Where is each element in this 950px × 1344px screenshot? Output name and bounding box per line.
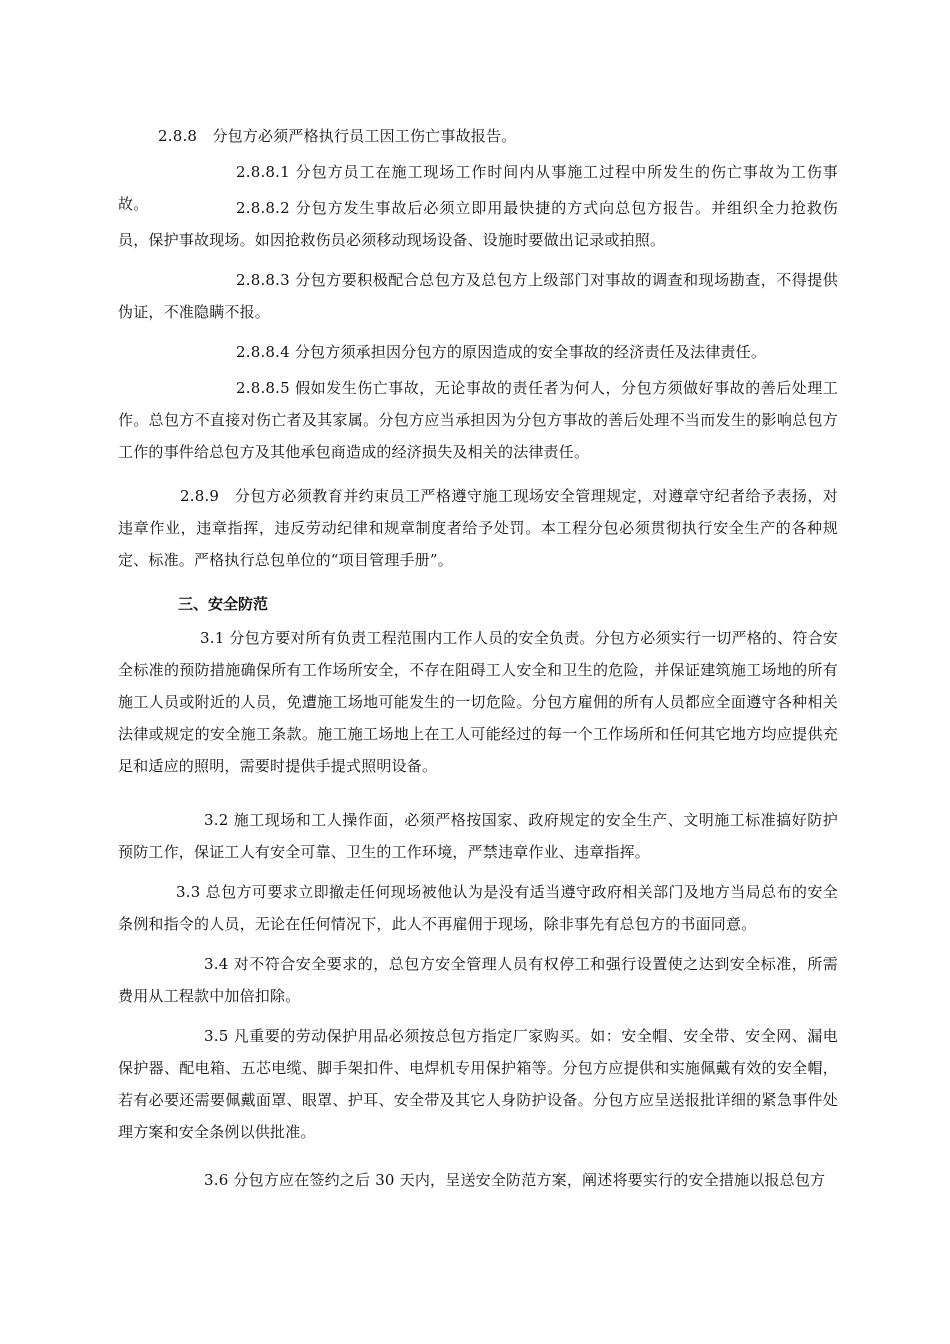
paragraph-3-4: 3.4 对不符合安全要求的，总包方安全管理人员有权停工和强行设置使之达到安全标准，所需费用从工程款中加倍扣除。 bbox=[118, 955, 838, 1005]
paragraph-2-8-8-1: 2.8.8.1 分包方员工在施工现场工作时间内从事施工过程中所发生的伤亡事故为工伤事故。 bbox=[118, 163, 838, 213]
section-heading-safety-prevention: 三、安全防范 bbox=[178, 595, 269, 613]
paragraph-2-8-8-5: 2.8.8.5 假如发生伤亡事故，无论事故的责任者为何人，分包方须做好事故的善后处理工作。总包方不直接对伤亡者及其家属。分包方应当承担因为分包方事故的善后处理不当而发生的影响总包方工作的事件给总包方及其他承包商造成的经济损失及相关的法律责任。 bbox=[118, 379, 838, 461]
paragraph-3-5: 3.5 凡重要的劳动保护用品必须按总包方指定厂家购买。如：安全帽、安全带、安全网、漏电保护器、配电箱、五芯电缆、脚手架扣件、电焊机专用保护箱等。分包方应提供和实施佩戴有效的安全帽，若有必要还需要佩戴面罩、眼罩、护耳、安全带及其它人身防护设备。分包方应呈送报批详细的紧急事件处理方案和安全条例以供批准。 bbox=[118, 1027, 838, 1141]
paragraph-2-8-8-4: 2.8.8.4 分包方须承担因分包方的原因造成的安全事故的经济责任及法律责任。 bbox=[236, 343, 767, 361]
paragraph-3-2: 3.2 施工现场和工人操作面，必须严格按国家、政府规定的安全生产、文明施工标准搞好防护预防工作，保证工人有安全可靠、卫生的工作环境，严禁违章作业、违章指挥。 bbox=[118, 811, 838, 861]
paragraph-3-1: 3.1 分包方要对所有负责工程范围内工作人员的安全负责。分包方必须实行一切严格的、符合安全标准的预防措施确保所有工作场所安全，不存在阻碍工人安全和卫生的危险，并保证建筑施工场地的所有施工人员或附近的人员，免遭施工场地可能发生的一切危险。分包方雇佣的所有人员都应全面遵守各种相关法律或规定的安全施工条款。施工施工场地上在工人可能经过的每一个工作场所和任何其它地方均应提供充足和适应的照明，需要时提供手提式照明设备。 bbox=[118, 629, 838, 775]
paragraph-3-3: 3.3 总包方可要求立即撤走任何现场被他认为是没有适当遵守政府相关部门及地方当局总布的安全条例和指令的人员，无论在任何情况下，此人不再雇佣于现场，除非事先有总包方的书面同意。 bbox=[118, 883, 838, 933]
paragraph-3-6: 3.6 分包方应在签约之后 30 天内，呈送安全防范方案，阐述将要实行的安全措施以报总包方 bbox=[204, 1171, 826, 1189]
paragraph-2-8-8-2: 2.8.8.2 分包方发生事故后必须立即用最快捷的方式向总包方报告。并组织全力抢救伤员，保护事故现场。如因抢救伤员必须移动现场设备、设施时要做出记录或拍照。 bbox=[118, 199, 838, 249]
paragraph-2-8-9: 2.8.9 分包方必须教育并约束员工严格遵守施工现场安全管理规定，对遵章守纪者给予表扬，对违章作业，违章指挥，违反劳动纪律和规章制度者给予处罚。本工程分包必须贯彻执行安全生产的各种规定、标准。严格执行总包单位的“项目管理手册”。 bbox=[118, 487, 838, 569]
paragraph-2-8-8-3: 2.8.8.3 分包方要积极配合总包方及总包方上级部门对事故的调查和现场勘查，不得提供伪证，不准隐瞒不报。 bbox=[118, 271, 838, 321]
paragraph-2-8-8: 2.8.8 分包方必须严格执行员工因工伤亡事故报告。 bbox=[158, 127, 517, 145]
